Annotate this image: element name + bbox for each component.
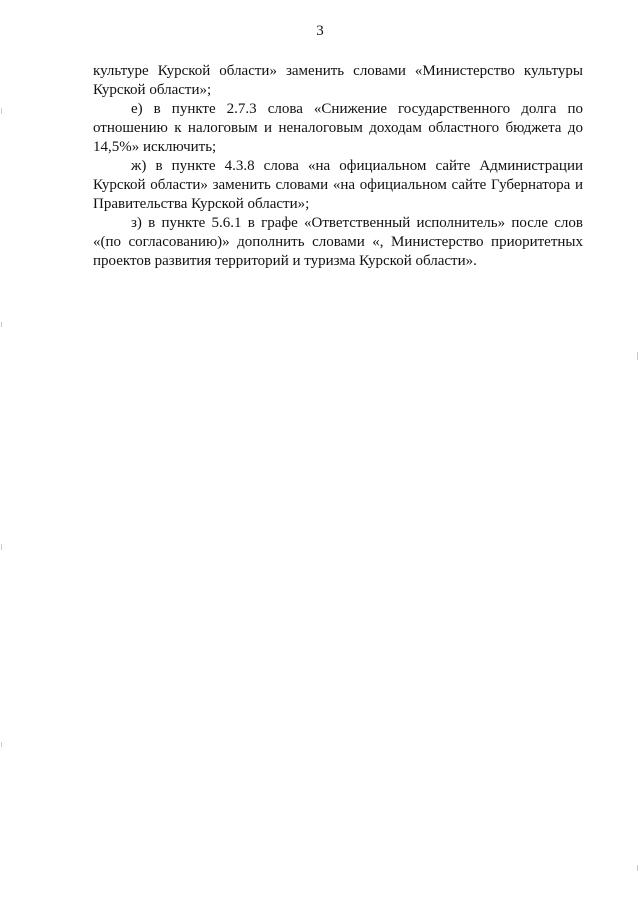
paragraph-item-zh: ж) в пункте 4.3.8 слова «на официальном сайте Администрации Курской области» заменить словами «на официальном сайте Губернатора и Правительства Курской области»; [93, 158, 583, 212]
scan-edge-mark [1, 108, 2, 114]
page-number: 3 [316, 23, 324, 39]
paragraph-item-e: е) в пункте 2.7.3 слова «Снижение государственного долга по отношению к налоговым и неналоговым доходам областного бюджета до 14,5%» исключить; [93, 101, 583, 155]
paragraph-continuation: культуре Курской области» заменить словами «Министерство культуры Курской области»; [93, 63, 583, 98]
scan-edge-mark [637, 352, 638, 360]
scan-edge-mark [1, 322, 2, 327]
document-body [93, 62, 583, 271]
scan-edge-mark [1, 544, 2, 550]
scan-edge-mark [637, 865, 638, 871]
scan-edge-mark [1, 742, 2, 747]
paragraph-item-z: з) в пункте 5.6.1 в графе «Ответственный исполнитель» после слов «(по согласованию)» дополнить словами «, Министерство приоритетных проектов развития территорий и туризма Курской области». [93, 215, 583, 269]
